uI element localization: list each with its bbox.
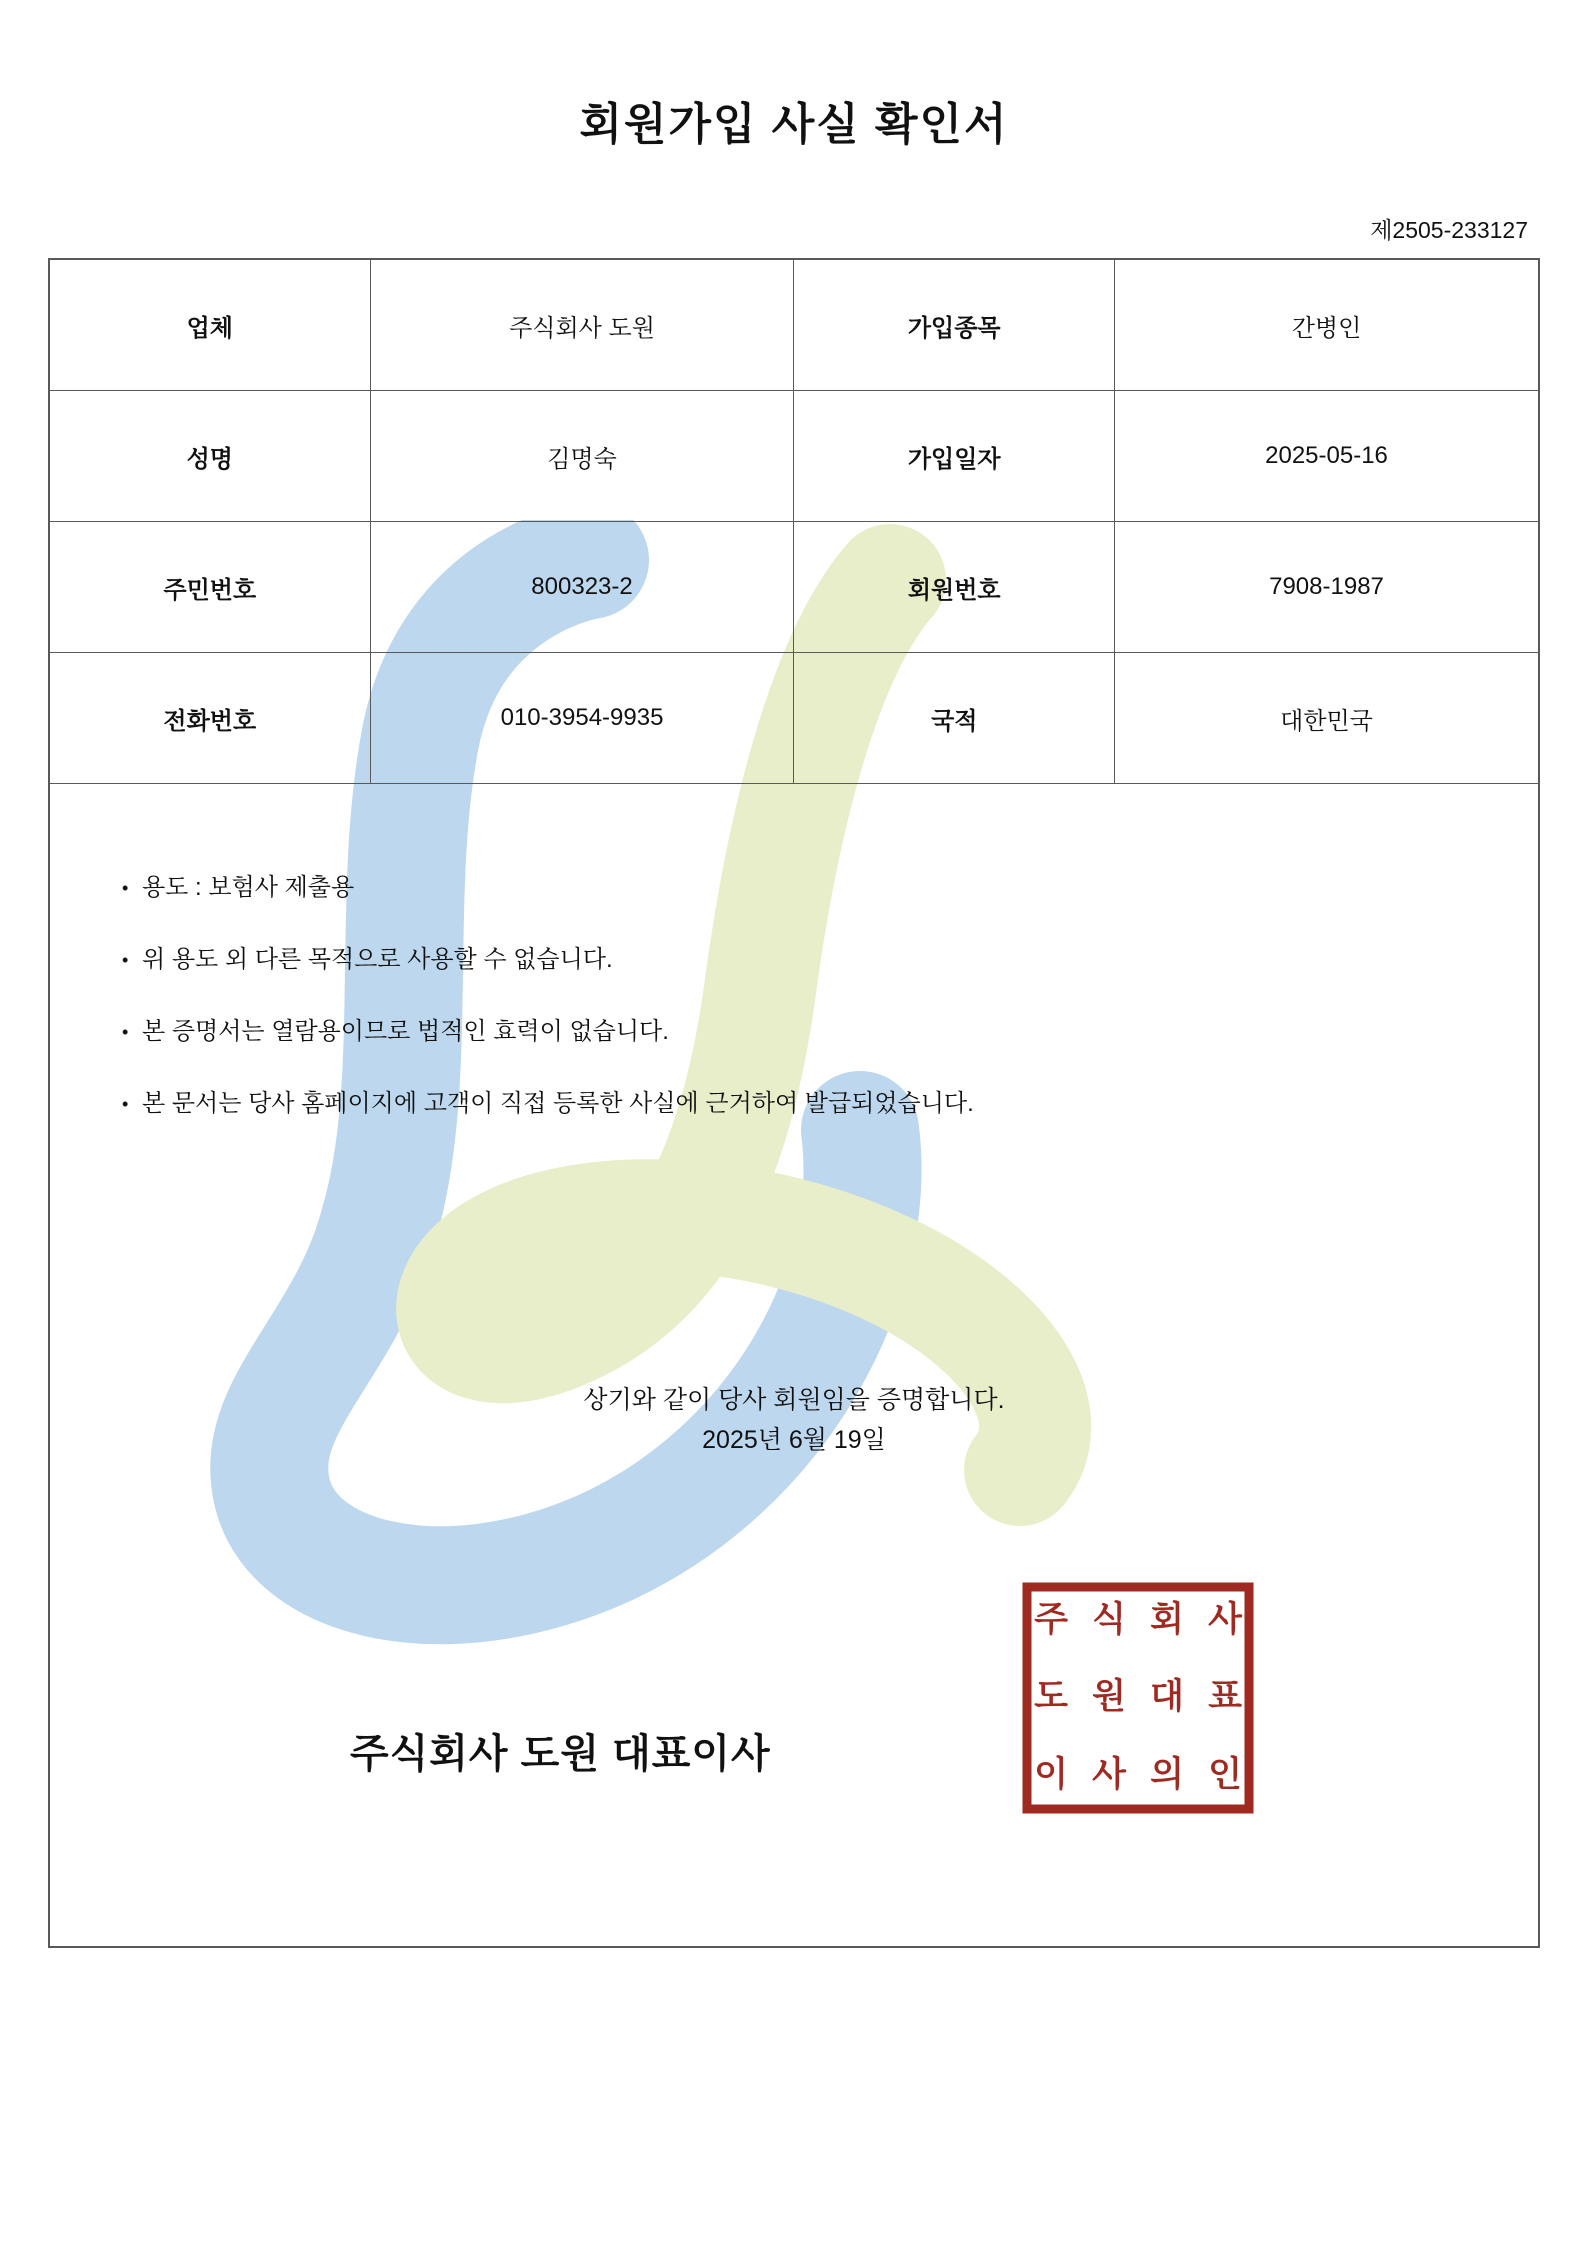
note-text: 위 용도 외 다른 목적으로 사용할 수 없습니다. [142, 946, 613, 973]
seal-character-grid [1022, 1582, 1254, 1814]
seal-char: 사 [1208, 1600, 1242, 1641]
row-label-name: 성명 [50, 391, 370, 522]
declaration-line-1: 상기와 같이 당사 회원임을 증명합니다. [583, 1386, 1005, 1414]
seal-char: 표 [1208, 1677, 1242, 1718]
list-item [122, 942, 974, 978]
seal-char: 사 [1092, 1754, 1126, 1795]
seal-char: 주 [1034, 1600, 1068, 1641]
table-row [50, 522, 1538, 653]
note-text: 본 증명서는 열람용이므로 법적인 효력이 없습니다. [142, 1018, 669, 1045]
row-label-nationality: 국적 [794, 653, 1115, 784]
seal-char: 도 [1034, 1677, 1068, 1718]
info-table [50, 260, 1538, 784]
company-seal-stamp [1022, 1582, 1254, 1814]
seal-char: 의 [1150, 1754, 1184, 1795]
document-number: 제2505-233127 [1370, 217, 1528, 243]
row-label-company: 업체 [50, 260, 370, 391]
row-value-name: 김명숙 [370, 391, 794, 522]
note-text: 용도 : 보험사 제출용 [142, 874, 355, 901]
signature-text: 주식회사 도원 대표이사 [350, 1732, 771, 1776]
list-item [122, 1014, 974, 1050]
table-row [50, 391, 1538, 522]
seal-char: 식 [1092, 1600, 1126, 1641]
row-value-phone: 010-3954-9935 [370, 653, 794, 784]
row-value-resident-number: 800323-2 [370, 522, 794, 653]
bullet-icon: • [122, 1094, 129, 1115]
row-value-join-date: 2025-05-16 [1115, 391, 1538, 522]
row-label-resident-number: 주민번호 [50, 522, 370, 653]
seal-char: 인 [1208, 1754, 1242, 1795]
row-value-company: 주식회사 도원 [370, 260, 794, 391]
bullet-icon: • [122, 950, 129, 971]
notes-list [122, 870, 974, 1158]
declaration-block [50, 1380, 1538, 1460]
list-item [122, 1086, 974, 1122]
row-label-phone: 전화번호 [50, 653, 370, 784]
certificate-frame [48, 258, 1540, 1948]
seal-char: 대 [1150, 1677, 1184, 1718]
bullet-icon: • [122, 1022, 129, 1043]
row-value-join-type: 간병인 [1115, 260, 1538, 391]
list-item [122, 870, 974, 906]
row-label-member-number: 회원번호 [794, 522, 1115, 653]
bullet-icon: • [122, 878, 129, 899]
seal-char: 회 [1150, 1600, 1184, 1641]
table-row [50, 653, 1538, 784]
seal-char: 원 [1092, 1677, 1126, 1718]
row-value-nationality: 대한민국 [1115, 653, 1538, 784]
page-title: 회원가입 사실 확인서 [579, 100, 1009, 149]
declaration-line-2: 2025년 6월 19일 [702, 1426, 886, 1454]
note-text: 본 문서는 당사 홈페이지에 고객이 직접 등록한 사실에 근거하여 발급되었습니다. [142, 1090, 974, 1117]
row-label-join-type: 가입종목 [794, 260, 1115, 391]
row-value-member-number: 7908-1987 [1115, 522, 1538, 653]
seal-char: 이 [1034, 1754, 1068, 1795]
table-row [50, 260, 1538, 391]
row-label-join-date: 가입일자 [794, 391, 1115, 522]
